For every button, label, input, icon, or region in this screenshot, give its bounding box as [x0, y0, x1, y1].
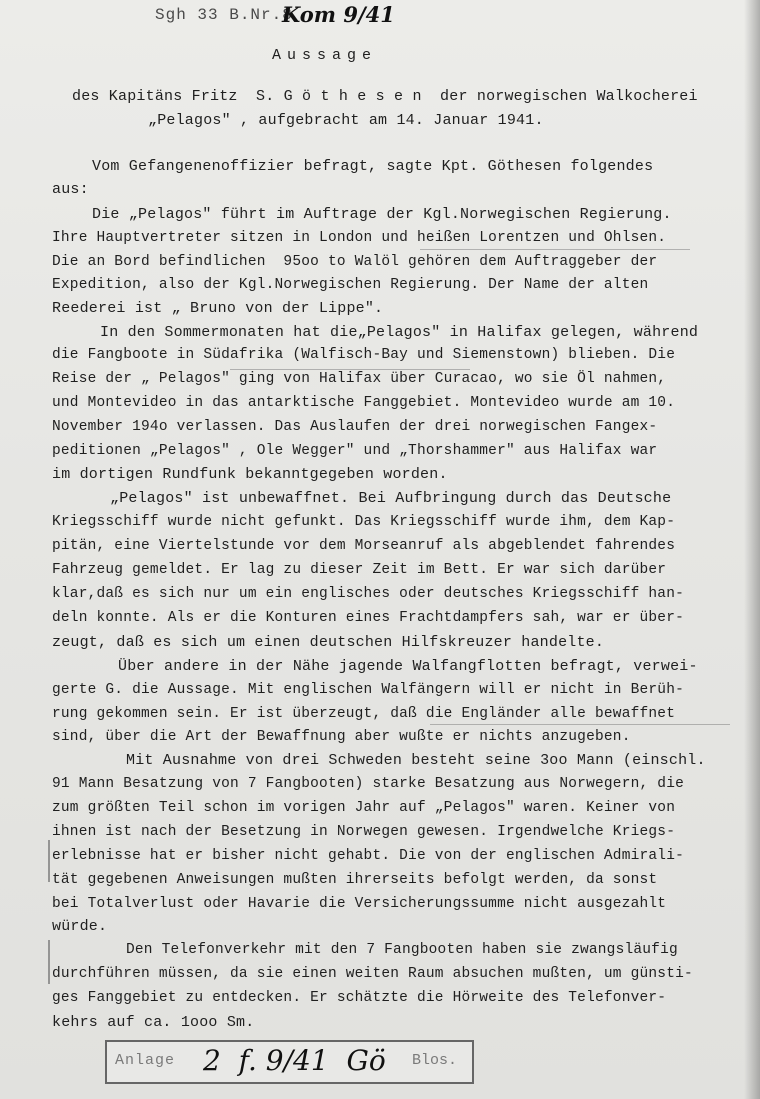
body-line: aus: — [52, 181, 89, 198]
body-line: In den Sommermonaten hat die„Pelagos" in Halifax gelegen, während — [100, 324, 699, 341]
body-line: im dortigen Rundfunk bekanntgegeben worden. — [52, 466, 448, 483]
body-line: zeugt, daß es sich um einen deutschen Hilfskreuzer handelte. — [52, 634, 605, 651]
body-line: Über andere in der Nähe jagende Walfangflotten befragt, verwei- — [118, 658, 698, 675]
page-edge-shadow — [744, 0, 760, 1099]
handwritten-annotation: Kom 9/41 — [282, 2, 395, 27]
enclosure-stamp-label: Anlage — [115, 1052, 176, 1069]
body-line: klar,daß es sich nur um ein englisches oder deutsches Kriegsschiff han- — [52, 586, 685, 602]
body-line: Fahrzeug gemeldet. Er lag zu dieser Zeit im Bett. Er war sich darüber — [52, 562, 667, 578]
pencil-underline — [230, 369, 470, 370]
body-line: Kriegsschiff wurde nicht gefunkt. Das Kriegsschiff wurde ihm, dem Kap- — [52, 514, 676, 530]
body-line: „Pelagos" ist unbewaffnet. Bei Aufbringung durch das Deutsche — [110, 490, 672, 507]
body-line: 91 Mann Besatzung von 7 Fangbooten) starke Besatzung aus Norwegern, die — [52, 776, 685, 792]
body-line: ihnen ist nach der Besetzung in Norwegen gewesen. Irgendwelche Kriegs- — [52, 824, 676, 840]
body-line: November 194o verlassen. Das Auslaufen der drei norwegischen Fangex- — [52, 419, 658, 435]
body-line: Ihre Hauptvertreter sitzen in London und heißen Lorentzen und Ohlsen. — [52, 230, 667, 246]
body-line: pitän, eine Viertelstunde vor dem Morseanruf als abgeblendet fahrendes — [52, 538, 676, 554]
body-line: deln konnte. Als er die Konturen eines Frachtdampfers sah, war er über- — [52, 610, 685, 626]
body-line: bei Totalverlust oder Havarie die Versicherungssumme nicht ausgezahlt — [52, 896, 667, 912]
body-line: ges Fanggebiet zu entdecken. Er schätzte die Hörweite des Telefonver- — [52, 990, 667, 1006]
document-title: Aussage — [272, 47, 378, 64]
body-line: rung gekommen sein. Er ist überzeugt, daß die Engländer alle bewaffnet — [52, 706, 676, 722]
body-line: sind, über die Art der Bewaffnung aber wußte er nichts anzugeben. — [52, 729, 631, 745]
body-line: Reise der „ Pelagos" ging von Halifax über Curacao, wo sie Öl nahmen, — [52, 371, 667, 387]
intro-line: des Kapitäns Fritz S. G ö t h e s e n der norwegischen Walkocherei — [72, 88, 698, 105]
body-line: Mit Ausnahme von drei Schweden besteht seine 3oo Mann (einschl. — [126, 752, 706, 769]
enclosure-stamp — [105, 1040, 474, 1084]
body-line: gerte G. die Aussage. Mit englischen Walfängern will er nicht in Berüh- — [52, 682, 685, 698]
body-line: Die „Pelagos" führt im Auftrage der Kgl.Norwegischen Regierung. — [92, 206, 672, 223]
body-line: Expedition, also der Kgl.Norwegischen Regierung. Der Name der alten — [52, 277, 649, 293]
body-line: tät gegebenen Anweisungen mußten ihrerseits befolgt werden, da sonst — [52, 872, 658, 888]
intro-line: „Pelagos" , aufgebracht am 14. Januar 1941. — [148, 112, 544, 129]
body-line: würde. — [52, 918, 108, 935]
enclosure-handwritten-note: 2 f. 9/41 Gö — [203, 1044, 386, 1077]
pencil-underline — [420, 249, 690, 250]
body-line: zum größten Teil schon im vorigen Jahr auf „Pelagos" waren. Keiner von — [52, 800, 676, 816]
body-line: erlebnisse hat er bisher nicht gehabt. Die von der englischen Admirali- — [52, 848, 685, 864]
margin-mark — [48, 840, 50, 882]
pencil-underline — [430, 724, 730, 725]
body-line: Die an Bord befindlichen 95oo to Walöl gehören dem Auftraggeber der — [52, 254, 658, 270]
body-line: Reederei ist „ Bruno von der Lippe". — [52, 300, 384, 317]
body-line: kehrs auf ca. 1ooo Sm. — [52, 1014, 255, 1031]
registry-stamp: Sgh 33 B.Nr.8 — [155, 6, 293, 24]
margin-mark — [48, 940, 50, 984]
body-line: durchführen müssen, da sie einen weiten Raum absuchen mußten, um günsti- — [52, 966, 693, 982]
body-line: die Fangboote in Südafrika (Walfisch-Bay und Siemenstown) blieben. Die — [52, 347, 676, 363]
body-line: Den Telefonverkehr mit den 7 Fangbooten haben sie zwangsläufig — [126, 942, 678, 958]
body-line: und Montevideo in das antarktische Fanggebiet. Montevideo wurde am 10. — [52, 395, 676, 411]
body-line: Vom Gefangenenoffizier befragt, sagte Kpt. Göthesen folgendes — [92, 158, 654, 175]
enclosure-stamp-tail: Blos. — [412, 1052, 458, 1069]
body-line: peditionen „Pelagos" , Ole Wegger" und „Thorshammer" aus Halifax war — [52, 443, 658, 459]
